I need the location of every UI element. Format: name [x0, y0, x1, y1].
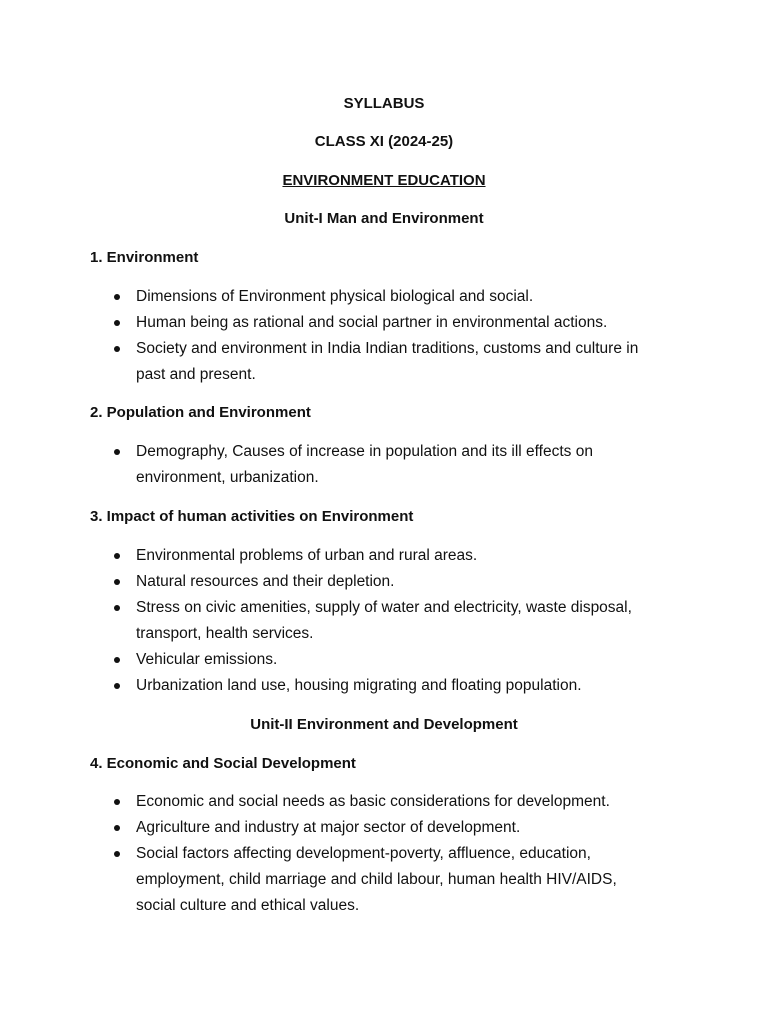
bullet-icon [114, 683, 120, 689]
list-item [90, 841, 690, 919]
list-item-text: Environmental problems of urban and rural areas. [136, 547, 478, 564]
list-item [90, 789, 690, 815]
list-item-text: transport, health services. [136, 625, 314, 642]
list-item-text: environment, urbanization. [136, 469, 319, 486]
subject-title: ENVIRONMENT EDUCATION [282, 172, 486, 189]
class-label: CLASS XI (2024-25) [314, 133, 454, 150]
bullet-icon [114, 579, 120, 585]
list-item-text: Agriculture and industry at major sector of development. [136, 819, 521, 836]
list-item-text: Stress on civic amenities, supply of water and electricity, waste disposal, [136, 599, 632, 616]
list-item-text: past and present. [136, 366, 256, 383]
list-item-text: Urbanization land use, housing migrating and floating population. [136, 677, 582, 694]
bullet-icon [114, 553, 120, 559]
section-list-population [90, 439, 690, 491]
list-item-text: social culture and ethical values. [136, 897, 360, 914]
bullet-icon [114, 320, 120, 326]
list-item [90, 336, 690, 388]
list-item [90, 815, 690, 841]
bullet-icon [114, 449, 120, 455]
section-heading-environment: 1. Environment [90, 249, 199, 266]
list-item-text: Economic and social needs as basic considerations for development. [136, 793, 610, 810]
list-item [90, 647, 690, 673]
bullet-icon [114, 346, 120, 352]
bullet-icon [114, 605, 120, 611]
list-item [90, 284, 690, 310]
bullet-icon [114, 294, 120, 300]
list-item-text: employment, child marriage and child labour, human health HIV/AIDS, [136, 871, 617, 888]
list-item-text: Natural resources and their depletion. [136, 573, 395, 590]
section-list-development [90, 789, 690, 919]
unit-heading-1: Unit-I Man and Environment [284, 210, 484, 227]
section-list-impact [90, 543, 690, 699]
document-title: SYLLABUS [343, 95, 425, 112]
section-heading-development: 4. Economic and Social Development [90, 755, 356, 772]
unit-heading-2: Unit-II Environment and Development [250, 716, 518, 733]
list-item-text: Social factors affecting development-poverty, affluence, education, [136, 845, 591, 862]
list-item [90, 569, 690, 595]
list-item-text: Human being as rational and social partner in environmental actions. [136, 314, 608, 331]
bullet-icon [114, 851, 120, 857]
list-item-text: Vehicular emissions. [136, 651, 278, 668]
list-item [90, 310, 690, 336]
list-item [90, 673, 690, 699]
bullet-icon [114, 825, 120, 831]
section-heading-population: 2. Population and Environment [90, 404, 311, 421]
bullet-icon [114, 657, 120, 663]
list-item [90, 543, 690, 569]
section-list-environment [90, 284, 690, 388]
bullet-icon [114, 799, 120, 805]
list-item [90, 439, 690, 491]
list-item-text: Demography, Causes of increase in population and its ill effects on [136, 443, 593, 460]
section-heading-impact: 3. Impact of human activities on Environment [90, 508, 414, 525]
list-item-text: Dimensions of Environment physical biological and social. [136, 288, 534, 305]
list-item-text: Society and environment in India Indian traditions, customs and culture in [136, 340, 639, 357]
list-item [90, 595, 690, 647]
